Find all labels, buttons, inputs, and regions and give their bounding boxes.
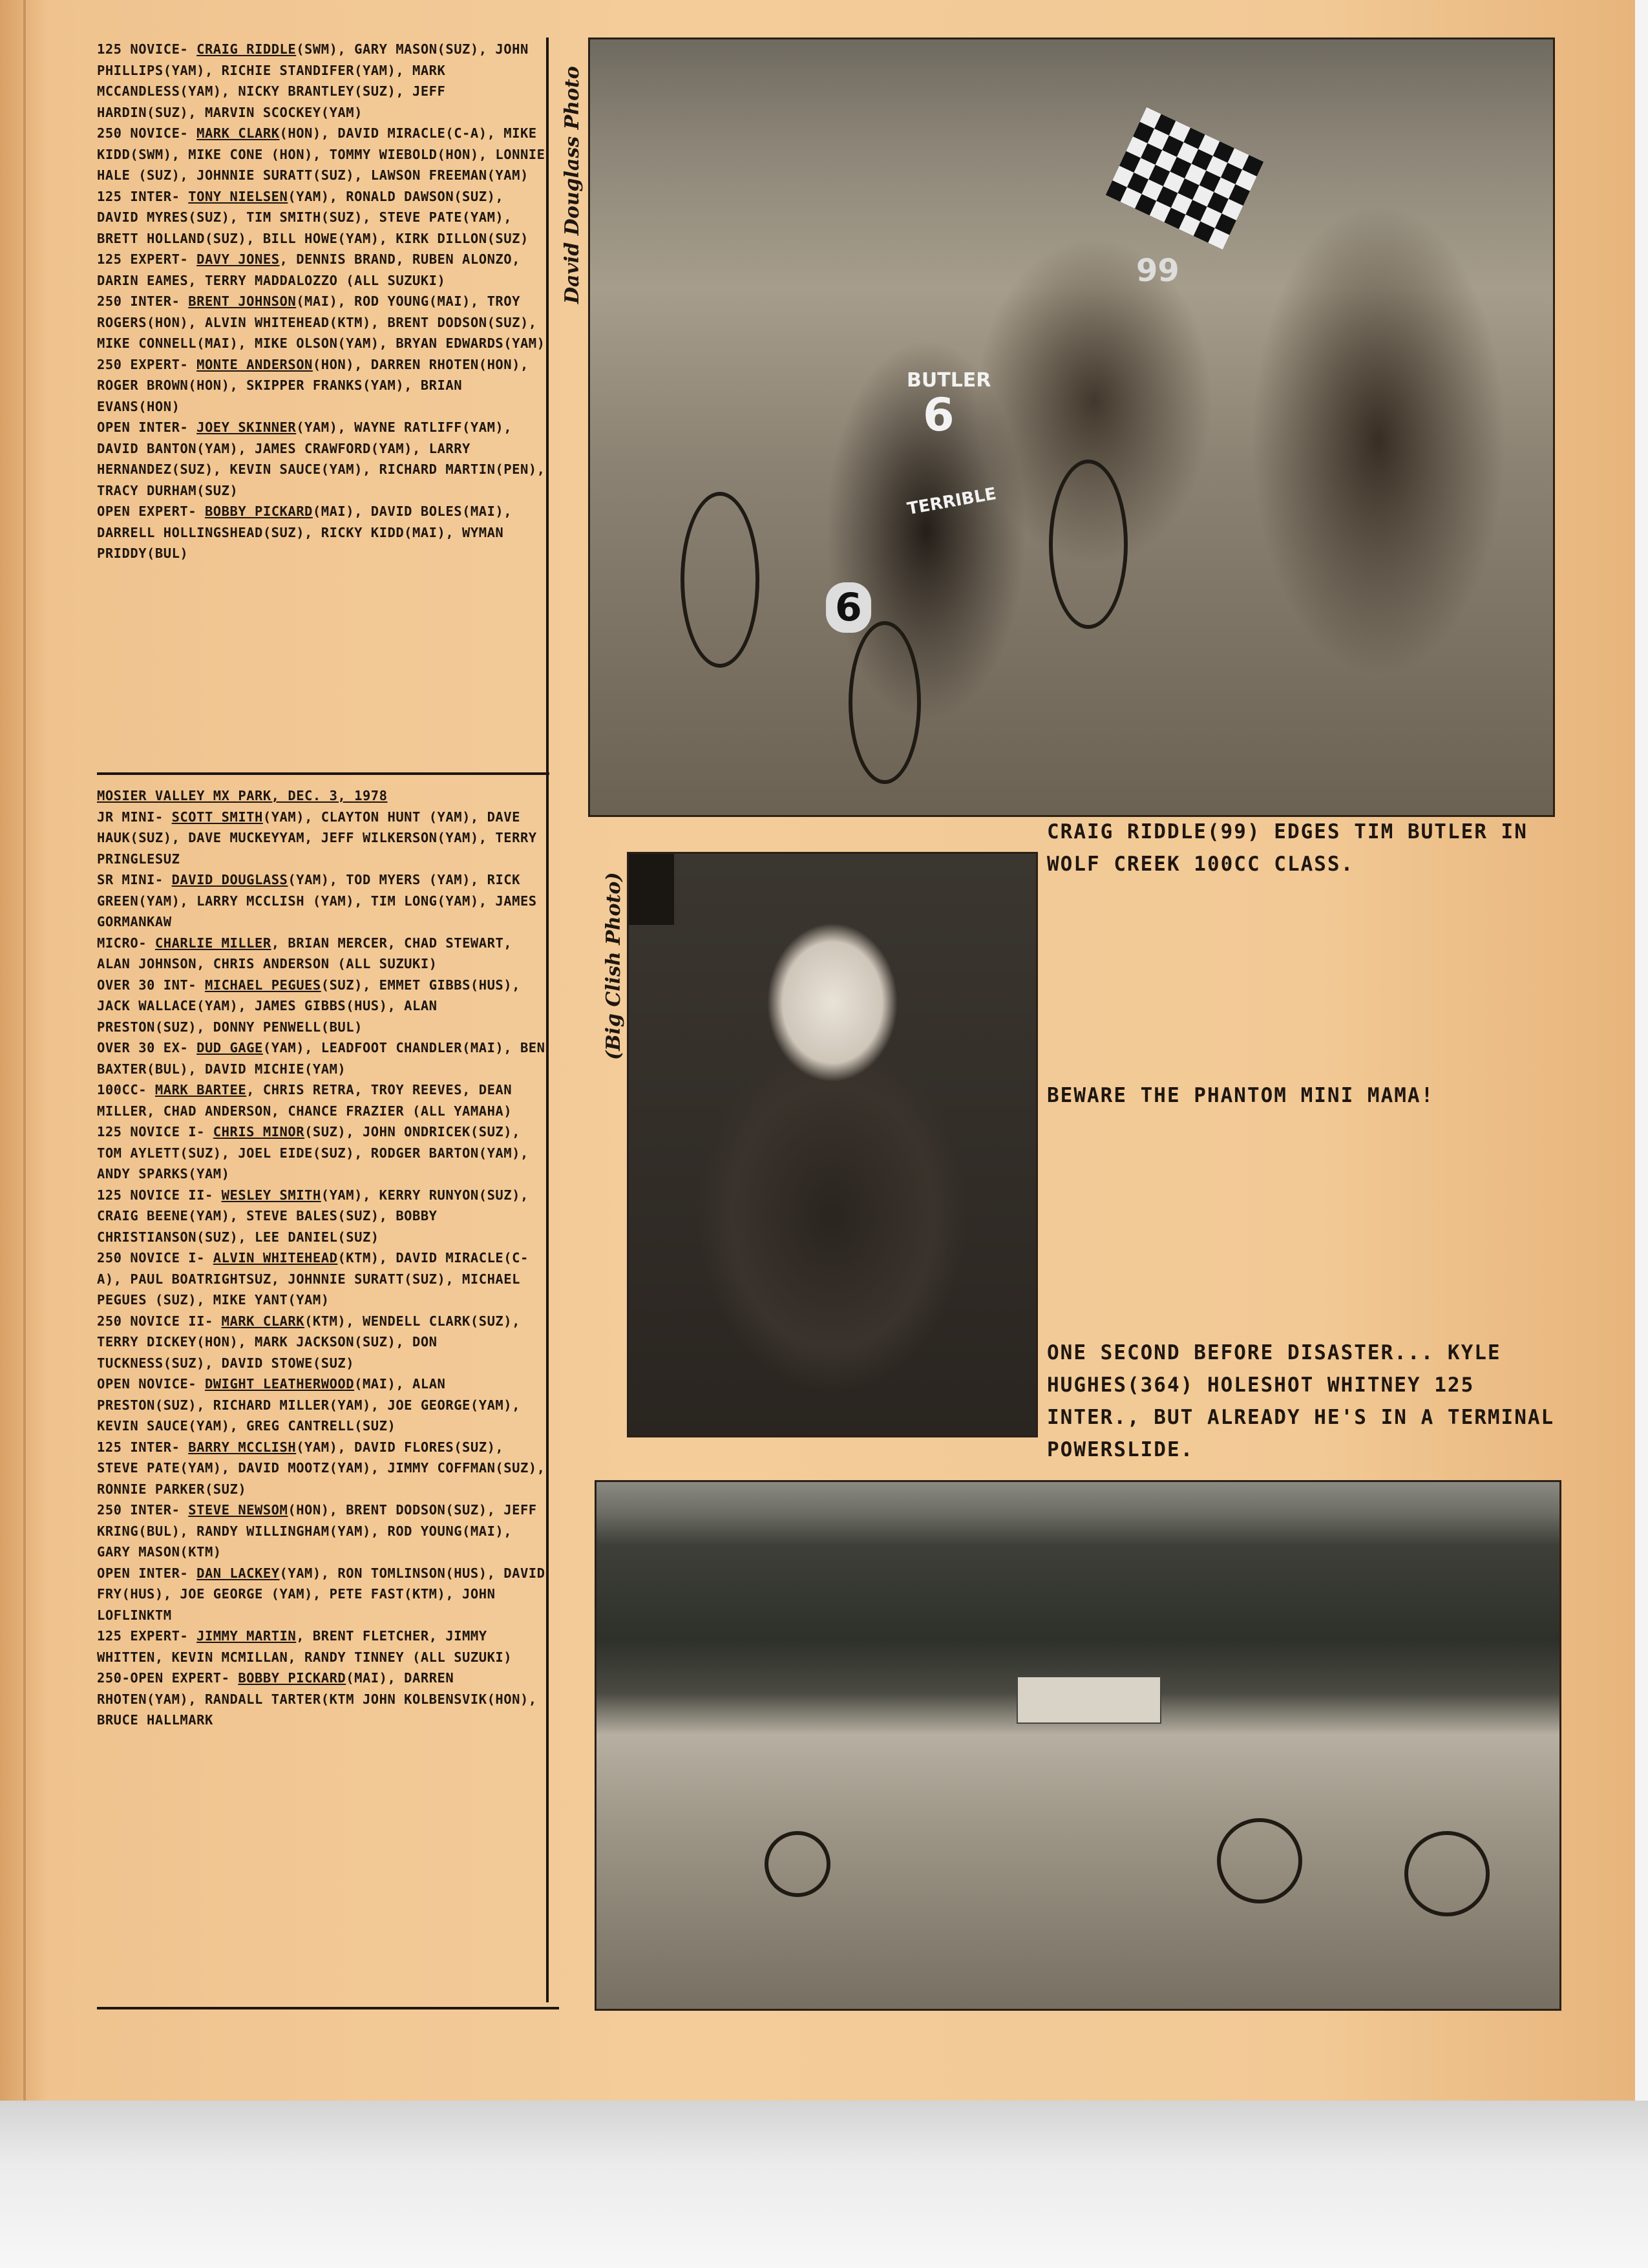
finishers: (MAI), ROD YOUNG(MAI), TROY ROGERS(HON), ALVIN WHITEHEAD(KTM), BRENT DODSON(SUZ), MIKE CONNELL(MAI), MIKE OLSON(YAM), BRYAN EDWARDS(YAM) [97, 293, 545, 351]
finishers: (YAM), RONALD DAWSON(SUZ), DAVID MYRES(SUZ), TIM SMITH(SUZ), STEVE PATE(YAM), BRETT HOLLAND(SUZ), BILL HOWE(YAM), KIRK DILLON(SUZ) [97, 188, 529, 246]
class-name: OVER 30 EX- [97, 1040, 197, 1055]
motorcycle-wheel [1049, 460, 1128, 629]
result-entry [97, 1185, 549, 1248]
photo-holeshot-start [595, 1480, 1561, 2011]
class-name: OPEN EXPERT- [97, 503, 205, 519]
van-door-frame [629, 854, 674, 925]
results-list-mosier-valley [97, 785, 549, 1731]
result-entry [97, 1437, 549, 1500]
result-entry [97, 869, 549, 933]
motorcycle-wheel [765, 1831, 830, 1897]
class-name: 250 INTER- [97, 293, 189, 309]
finishers: , DENNIS BRAND, RUBEN ALONZO, DARIN EAMES, TERRY MADDALOZZO (ALL SUZUKI) [97, 251, 520, 288]
section-divider [97, 772, 549, 775]
result-entry [97, 1626, 549, 1668]
result-entry [97, 1373, 549, 1437]
class-name: 250 NOVICE- [97, 125, 197, 141]
class-name: 125 EXPERT- [97, 1628, 197, 1644]
bottom-divider [97, 2007, 559, 2009]
result-entry [97, 807, 549, 870]
jersey-name-label: BUTLER [907, 369, 991, 392]
front-number-plate: 6 [826, 582, 871, 633]
class-winner: BOBBY PICKARD [204, 503, 313, 519]
class-name: 250 INTER- [97, 1502, 189, 1518]
class-name: 250-OPEN EXPERT- [97, 1670, 238, 1686]
class-name: 125 INTER- [97, 1439, 189, 1455]
class-name: 125 NOVICE I- [97, 1124, 213, 1139]
result-entry [97, 249, 549, 291]
result-entry [97, 1247, 549, 1311]
caption-riddle: CRAIG RIDDLE(99) EDGES TIM BUTLER IN WOLF CREEK 100CC CLASS. [1047, 820, 1528, 876]
column-divider [546, 37, 549, 2002]
result-entry [97, 417, 549, 501]
class-winner: JIMMY MARTIN [196, 1628, 297, 1644]
finishers: (HON), BRENT DODSON(SUZ), JEFF KRING(BUL), RANDY WILLINGHAM(YAM), ROD YOUNG(MAI), GARY MASON(KTM) [97, 1502, 537, 1560]
class-name: OVER 30 INT- [97, 977, 205, 993]
class-winner: MARK CLARK [221, 1313, 305, 1329]
class-name: 125 NOVICE II- [97, 1187, 222, 1203]
class-winner: DUD GAGE [196, 1040, 263, 1055]
motorcycle-wheel [849, 621, 921, 784]
result-entry [97, 39, 549, 123]
motorcycle-wheel [681, 492, 759, 668]
finishers: , CHRIS RETRA, TROY REEVES, DEAN MILLER, CHAD ANDERSON, CHANCE FRAZIER (ALL YAMAHA) [97, 1082, 512, 1119]
finishers: (HON), DAVID MIRACLE(C-A), MIKE KIDD(SWM), MIKE CONE (HON), TOMMY WIEBOLD(HON), LONNIE HALE (SUZ), JOHNNIE SURATT(SUZ), LAWSON FREEMAN(YAM) [97, 125, 545, 183]
class-winner: CRAIG RIDDLE [196, 41, 297, 57]
result-entry [97, 123, 549, 186]
finishers: (YAM), RON TOMLINSON(HUS), DAVID FRY(HUS), JOE GEORGE (YAM), PETE FAST(KTM), JOHN LOFLINKTM [97, 1565, 545, 1623]
class-name: JR MINI- [97, 809, 172, 825]
result-entry [97, 186, 549, 249]
class-name: 125 EXPERT- [97, 251, 197, 267]
class-name: 125 NOVICE- [97, 41, 197, 57]
caption-hughes: ONE SECOND BEFORE DISASTER... KYLE HUGHES(364) HOLESHOT WHITNEY 125 INTER., BUT ALREADY HE'S IN A TERMINAL POWERSLIDE. [1047, 1341, 1555, 1461]
photo-credit-douglass: David Douglass Photo [561, 66, 584, 304]
finishers: , BRENT FLETCHER, JIMMY WHITTEN, KEVIN MCMILLAN, RANDY TINNEY (ALL SUZUKI) [97, 1628, 512, 1665]
class-winner: STEVE NEWSOM [188, 1502, 288, 1518]
finishers: (KTM), DAVID MIRACLE(C-A), PAUL BOATRIGHTSUZ, JOHNNIE SURATT(SUZ), MICHAEL PEGUES (SUZ), MIKE YANT(YAM) [97, 1250, 529, 1308]
class-name: OPEN NOVICE- [97, 1376, 205, 1392]
finishers: (YAM), TOD MYERS (YAM), RICK GREEN(YAM), LARRY MCCLISH (YAM), TIM LONG(YAM), JAMES GORMANKAW [97, 872, 537, 929]
result-entry [97, 291, 549, 354]
finishers: (SUZ), JOHN ONDRICEK(SUZ), TOM AYLETT(SUZ), JOEL EIDE(SUZ), RODGER BARTON(YAM), ANDY SPARKS(YAM) [97, 1124, 529, 1182]
photo-phantom-mini-mama [627, 852, 1038, 1437]
finishers: (SWM), GARY MASON(SUZ), JOHN PHILLIPS(YAM), RICHIE STANDIFER(YAM), MARK MCCANDLESS(YAM), NICKY BRANTLEY(SUZ), JEFF HARDIN(SUZ), MARVIN SCOCKEY(YAM) [97, 41, 529, 120]
result-entry [97, 1121, 549, 1185]
class-winner: DAVY JONES [196, 251, 280, 267]
class-name: 125 INTER- [97, 188, 189, 204]
class-winner: ALVIN WHITEHEAD [213, 1250, 338, 1266]
result-entry [97, 933, 549, 975]
finishers: (YAM), LEADFOOT CHANDLER(MAI), BEN BAXTER(BUL), DAVID MICHIE(YAM) [97, 1040, 545, 1077]
class-winner: MONTE ANDERSON [196, 356, 313, 372]
finishers: (MAI), DARREN RHOTEN(YAM), RANDALL TARTER(KTM JOHN KOLBENSVIK(HON), BRUCE HALLMARK [97, 1670, 537, 1728]
class-winner: BARRY MCCLISH [188, 1439, 297, 1455]
class-winner: SCOTT SMITH [171, 809, 263, 825]
finishers: (KTM), WENDELL CLARK(SUZ), TERRY DICKEY(HON), MARK JACKSON(SUZ), DON TUCKNESS(SUZ), DAVID STOWE(SUZ) [97, 1313, 520, 1371]
class-winner: DWIGHT LEATHERWOOD [204, 1376, 355, 1392]
result-entry [97, 354, 549, 418]
finishers: (SUZ), EMMET GIBBS(HUS), JACK WALLACE(YAM), JAMES GIBBS(HUS), ALAN PRESTON(SUZ), DONNY PENWELL(BUL) [97, 977, 520, 1035]
page-fold-edge [23, 0, 26, 2101]
result-entry [97, 1311, 549, 1374]
class-winner: MARK BARTEE [154, 1082, 247, 1097]
class-name: OPEN INTER- [97, 419, 197, 435]
finishers: (YAM), WAYNE RATLIFF(YAM), DAVID BANTON(YAM), JAMES CRAWFORD(YAM), LARRY HERNANDEZ(SUZ), KEVIN SAUCE(YAM), RICHARD MARTIN(PEN), TRACY DURHAM(SUZ) [97, 419, 545, 498]
class-name: SR MINI- [97, 872, 172, 887]
result-entry [97, 501, 549, 564]
jersey-number-label: 6 [923, 388, 955, 441]
class-winner: DAVID DOUGLASS [171, 872, 288, 887]
class-name: 100CC- [97, 1082, 155, 1097]
class-name: MICRO- [97, 935, 155, 951]
class-winner: MICHAEL PEGUES [204, 977, 321, 993]
checkered-flag [1106, 107, 1264, 249]
finishers: (MAI), DAVID BOLES(MAI), DARRELL HOLLINGSHEAD(SUZ), RICKY KIDD(MAI), WYMAN PRIDDY(BUL) [97, 503, 512, 561]
result-entry [97, 1668, 549, 1731]
race-trailer [1017, 1676, 1161, 1724]
results-heading: MOSIER VALLEY MX PARK, DEC. 3, 1978 [97, 788, 388, 803]
class-name: 250 EXPERT- [97, 356, 197, 372]
motorcycle-wheel [1217, 1818, 1302, 1903]
class-winner: DAN LACKEY [196, 1565, 280, 1581]
class-name: 250 NOVICE II- [97, 1313, 222, 1329]
finishers: (YAM), DAVID FLORES(SUZ), STEVE PATE(YAM), DAVID MOOTZ(YAM), JIMMY COFFMAN(SUZ), RONNIE PARKER(SUZ) [97, 1439, 545, 1497]
finishers: (MAI), ALAN PRESTON(SUZ), RICHARD MILLER(YAM), JOE GEORGE(YAM), KEVIN SAUCE(YAM), GREG CANTRELL(SUZ) [97, 1376, 520, 1434]
finishers: (YAM), CLAYTON HUNT (YAM), DAVE HAUK(SUZ), DAVE MUCKEYYAM, JEFF WILKERSON(YAM), TERRY PRINGLESUZ [97, 809, 537, 867]
photo-credit-clish: (Big Clish Photo) [602, 872, 625, 1060]
class-winner: WESLEY SMITH [221, 1187, 321, 1203]
motorcycle-wheel [1404, 1831, 1490, 1916]
finishers: , BRIAN MERCER, CHAD STEWART, ALAN JOHNSON, CHRIS ANDERSON (ALL SUZUKI) [97, 935, 512, 971]
scan-background [0, 2101, 1648, 2268]
class-winner: CHARLIE MILLER [154, 935, 271, 951]
result-entry [97, 1037, 549, 1079]
result-entry [97, 1563, 549, 1626]
class-winner: JOEY SKINNER [196, 419, 297, 435]
caption-phantom: BEWARE THE PHANTOM MINI MAMA! [1047, 1084, 1435, 1107]
result-entry [97, 1079, 549, 1121]
class-name: 250 NOVICE I- [97, 1250, 213, 1266]
sleeve-label: TERRIBLE [905, 484, 998, 519]
class-winner: TONY NIELSEN [188, 188, 288, 204]
class-winner: BRENT JOHNSON [188, 293, 297, 309]
finishers: (HON), DARREN RHOTEN(HON), ROGER BROWN(HON), SKIPPER FRANKS(YAM), BRIAN EVANS(HON) [97, 356, 529, 414]
finishers: (YAM), KERRY RUNYON(SUZ), CRAIG BEENE(YAM), STEVE BALES(SUZ), BOBBY CHRISTIANSON(SUZ), LEE DANIEL(SUZ) [97, 1187, 529, 1245]
class-winner: CHRIS MINOR [213, 1124, 305, 1139]
class-winner: BOBBY PICKARD [238, 1670, 346, 1686]
result-entry [97, 1500, 549, 1563]
result-entry [97, 975, 549, 1038]
photo-riddle-butler-race [588, 37, 1555, 817]
results-list-wolf-creek [97, 39, 549, 564]
class-name: OPEN INTER- [97, 1565, 197, 1581]
class-winner: MARK CLARK [196, 125, 280, 141]
rival-number-label: 99 [1136, 253, 1179, 289]
